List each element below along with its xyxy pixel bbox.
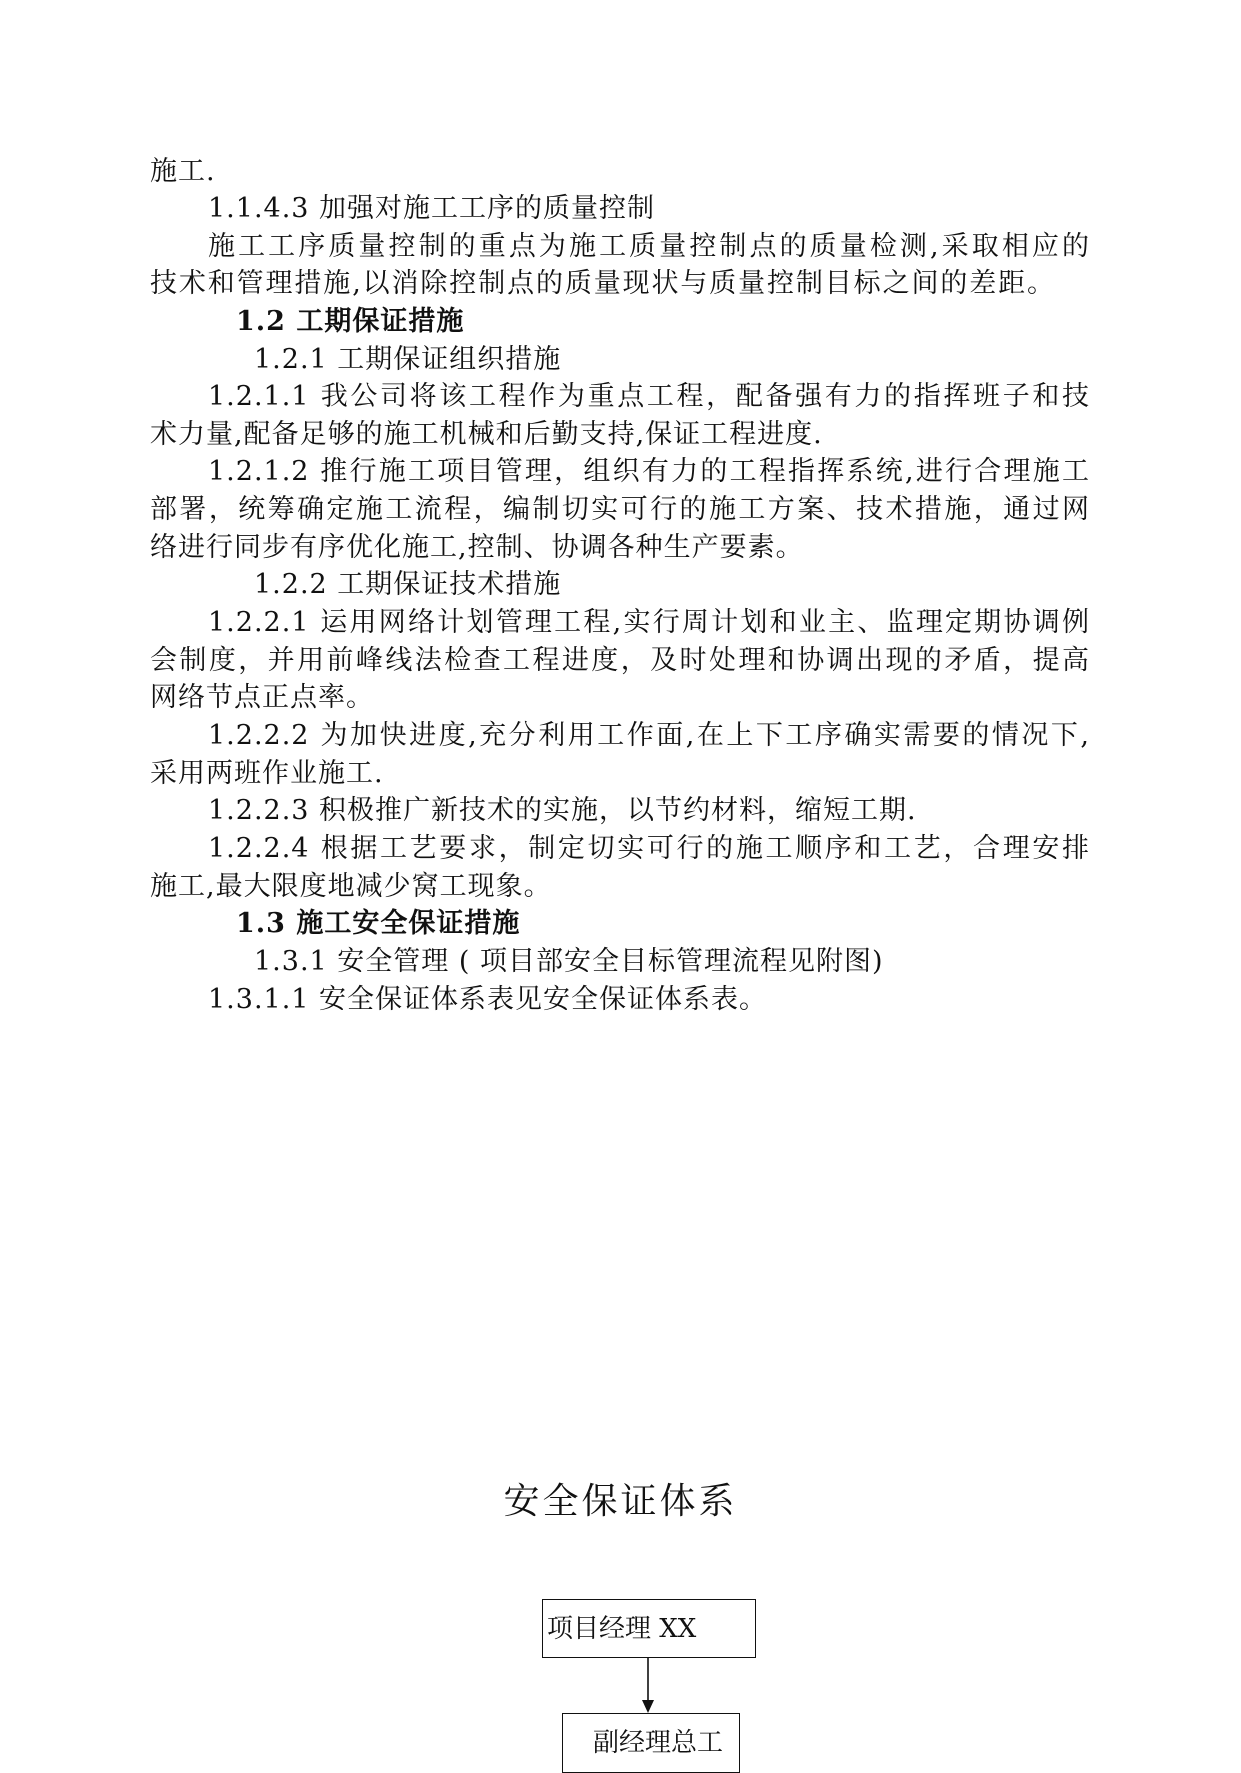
section-heading-1-2: 1.2 工期保证措施 [236,306,465,337]
paragraph-line: 1.2.1.2 推行施工项目管理，组织有力的工程指挥系统,进行合理施工 [208,456,1090,487]
down-arrow-icon [640,1658,660,1714]
paragraph-line: 网络节点正点率。 [150,682,374,713]
paragraph-line: 技术和管理措施,以消除控制点的质量现状与质量控制目标之间的差距。 [150,268,1055,299]
paragraph-line: 1.2.1.1 我公司将该工程作为重点工程，配备强有力的指挥班子和技 [208,381,1090,412]
paragraph-line: 施工,最大限度地减少窝工现象。 [150,871,552,902]
paragraph-line: 术力量,配备足够的施工机械和后勤支持,保证工程进度. [150,419,823,450]
subsection-heading-1-1-4-3: 1.1.4.3 加强对施工工序的质量控制 [208,193,656,224]
chart-title: 安全保证体系 [503,1481,738,1522]
paragraph-line: 1.2.2.1 运用网络计划管理工程,实行周计划和业主、监理定期协调例 [208,607,1090,638]
section-heading-1-3: 1.3 施工安全保证措施 [236,908,521,939]
paragraph-line: 络进行同步有序优化施工,控制、协调各种生产要素。 [150,532,804,563]
paragraph-line: 1.2.2.2 为加快进度,充分利用工作面,在上下工序确实需要的情况下, [208,720,1090,751]
paragraph-line: 1.3.1.1 安全保证体系表见安全保证体系表。 [208,984,768,1015]
paragraph-line: 会制度，并用前峰线法检查工程进度，及时处理和协调出现的矛盾，提高 [150,645,1090,676]
deputy-manager-box: 副经理总工 [562,1713,740,1773]
project-manager-box: 项目经理 XX [542,1599,756,1658]
paragraph-line: 1.2.2.4 根据工艺要求，制定切实可行的施工顺序和工艺，合理安排 [208,833,1090,864]
subsection-heading-1-2-2: 1.2.2 工期保证技术措施 [254,569,562,600]
text-line-1: 施工. [150,156,216,187]
paragraph-line: 部署，统筹确定施工流程，编制切实可行的施工方案、技术措施，通过网 [150,494,1090,525]
subsection-heading-1-3-1: 1.3.1 安全管理 ( 项目部安全目标管理流程见附图) [254,946,884,977]
paragraph-line: 施工工序质量控制的重点为施工质量控制点的质量检测,采取相应的 [208,231,1090,262]
paragraph-line: 采用两班作业施工. [150,758,384,789]
paragraph-line: 1.2.2.3 积极推广新技术的实施，以节约材料，缩短工期. [208,795,917,826]
subsection-heading-1-2-1: 1.2.1 工期保证组织措施 [254,344,562,375]
